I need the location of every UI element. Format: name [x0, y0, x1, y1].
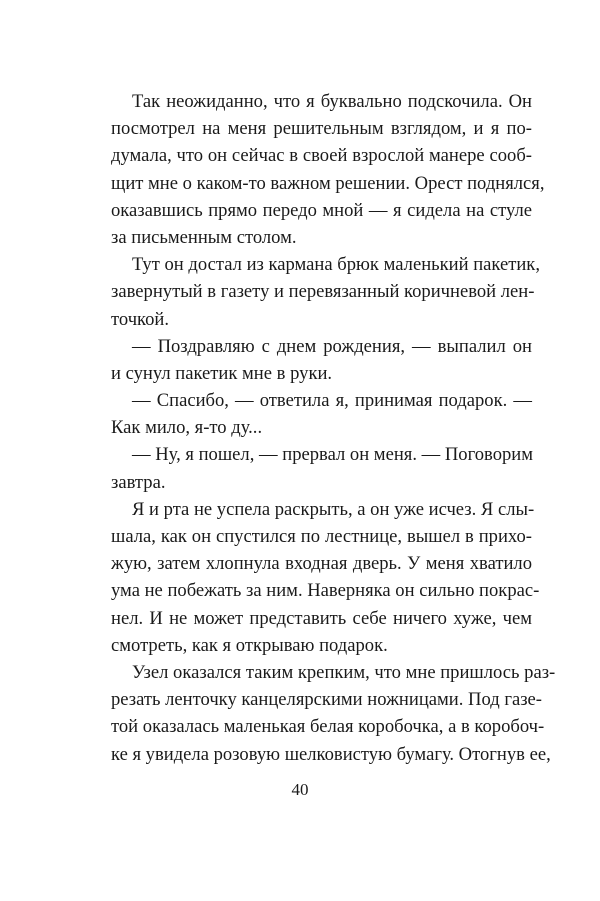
text-line: Я и рта не успела раскрыть, а он уже исчез. Я слы- — [132, 498, 535, 520]
text-line: той оказалась маленькая белая коробочка, а в коробоч- — [111, 716, 545, 738]
text-line: точкой. — [111, 308, 170, 330]
text-line: за письменным столом. — [111, 226, 297, 248]
body-text — [111, 88, 556, 768]
paragraph — [111, 88, 545, 251]
text-line: оказавшись прямо передо мной — я сидела на стуле — [111, 199, 532, 221]
text-line: посмотрел на меня решительным взглядом, и я по- — [111, 118, 532, 140]
text-line: резать ленточку канцелярскими ножницами. Под газе- — [111, 689, 542, 711]
text-line: Тут он достал из кармана брюк маленький пакетик, — [132, 254, 540, 276]
text-line: — Спасибо, — ответила я, принимая подарок. — — [132, 390, 532, 412]
text-line: ума не побежать за ним. Наверняка он сильно покрас- — [111, 580, 540, 602]
paragraph — [111, 496, 540, 659]
text-line: завернутый в газету и перевязанный коричневой лен- — [111, 281, 535, 303]
text-line: жую, затем хлопнула входная дверь. У меня хватило — [111, 553, 532, 575]
text-line: смотреть, как я открываю подарок. — [111, 634, 388, 656]
text-line: ке я увидела розовую шелковистую бумагу. Отогнув ее, — [111, 743, 551, 765]
text-line: завтра. — [111, 471, 166, 493]
text-line: Так неожиданно, что я буквально подскочила. Он — [132, 91, 532, 112]
paragraph — [111, 387, 532, 441]
text-line: Как мило, я-то ду... — [111, 417, 263, 439]
paragraph — [111, 441, 532, 495]
text-line: щит мне о каком-то важном решении. Орест поднялся, — [111, 172, 545, 194]
text-line: нел. И не может представить себе ничего хуже, чем — [111, 607, 532, 629]
paragraph — [111, 251, 540, 333]
page-number: 40 — [291, 780, 309, 799]
text-line: и сунул пакетик мне в руки. — [111, 362, 333, 384]
paragraph — [111, 333, 532, 387]
text-line: — Ну, я пошел, — прервал он меня. — Поговорим — [132, 444, 534, 466]
text-line: — Поздравляю с днем рождения, — выпалил он — [132, 335, 532, 357]
paragraph — [111, 659, 556, 768]
text-line: Узел оказался таким крепким, что мне пришлось раз- — [132, 661, 556, 683]
text-line: думала, что он сейчас в своей взрослой манере сооб- — [111, 145, 532, 167]
text-line: шала, как он спустился по лестнице, вышел в прихо- — [111, 526, 532, 547]
